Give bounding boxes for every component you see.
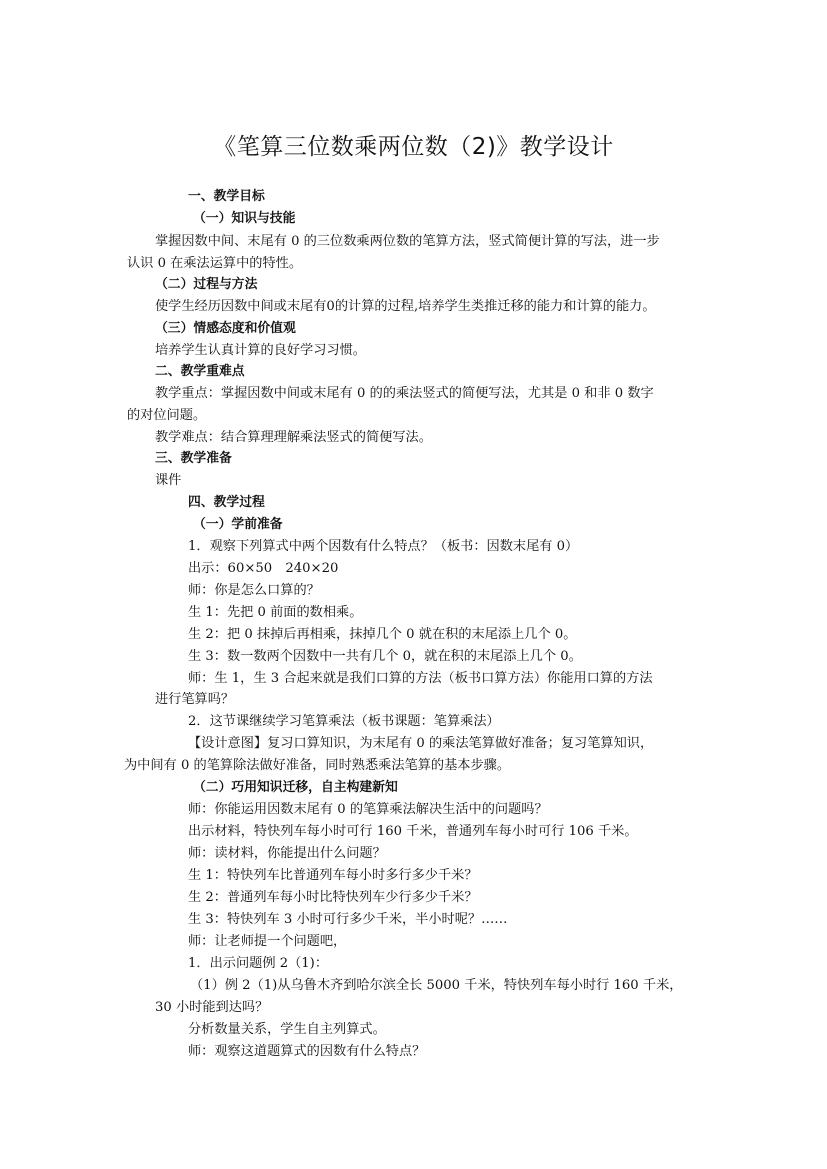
heading-preparation: 三、教学准备 <box>155 451 232 466</box>
paragraph-line: 使学生经历因数中间或末尾有0的计算的过程,培养学生类推迁移的能力和计算的能力。 <box>155 299 656 314</box>
paragraph-line: 师：你是怎么口算的？ <box>188 583 320 598</box>
subheading-knowledge: （一）知识与技能 <box>193 211 296 226</box>
paragraph-line: 培养学生认真计算的良好学习习惯。 <box>155 343 366 358</box>
paragraph-line: 2．这节课继续学习笔算乘法（板书课题：笔算乘法） <box>188 714 500 729</box>
paragraph-line: 教学难点：结合算理理解乘法竖式的简便写法。 <box>155 430 432 445</box>
heading-key-points: 二、教学重难点 <box>155 364 245 379</box>
heading-process: 四、教学过程 <box>188 495 265 510</box>
paragraph-line: 师：读材料，你能提出什么问题？ <box>188 846 386 861</box>
paragraph-line: 师：观察这道题算式的因数有什么特点？ <box>188 1044 426 1059</box>
paragraph-line: 出示材料，特快列车每小时可行 160 千米，普通列车每小时可行 106 千米。 <box>188 824 638 839</box>
subheading-knowledge-transfer: （二）巧用知识迁移，自主构建新知 <box>193 780 398 795</box>
paragraph-line: 的对位问题。 <box>127 408 207 423</box>
paragraph-line: 课件 <box>155 473 182 488</box>
design-intent-line: 为中间有 0 的笔算除法做好准备，同时熟悉乘法笔算的基本步骤。 <box>124 758 511 773</box>
paragraph-line: 1．观察下列算式中两个因数有什么特点？（板书：因数末尾有 0） <box>188 539 579 554</box>
paragraph-line: 掌握因数中间、末尾有 0 的三位数乘两位数的笔算方法，竖式简便计算的写法，进一步 <box>155 234 660 249</box>
paragraph-line: 师：你能运用因数末尾有 0 的笔算乘法解决生活中的问题吗？ <box>188 802 548 817</box>
paragraph-line: （1）例 2（1)从乌鲁木齐到哈尔滨全长 5000 千米，特快列车每小时行 160 千米， <box>190 978 683 993</box>
subheading-pre-study: （一）学前准备 <box>193 517 283 532</box>
paragraph-line: 出示：60×50 240×20 <box>188 561 339 576</box>
heading-objectives: 一、教学目标 <box>188 189 265 204</box>
paragraph-line: 1．出示问题例 2（1)： <box>188 956 329 971</box>
paragraph-line: 教学重点：掌握因数中间或末尾有 0 的的乘法竖式的简便写法，尤其是 0 和非 0 数字 <box>155 386 654 401</box>
paragraph-line: 生 1：先把 0 前面的数相乘。 <box>188 605 363 620</box>
paragraph-line: 师：让老师提一个问题吧， <box>188 934 347 949</box>
paragraph-line: 生 3：特快列车 3 小时可行多少千米，半小时呢？…… <box>188 912 508 927</box>
paragraph-line: 认识 0 在乘法运算中的特性。 <box>127 256 303 271</box>
paragraph-line: 30 小时能到达吗？ <box>155 1000 269 1015</box>
paragraph-line: 生 1：特快列车比普通列车每小时多行多少千米？ <box>188 868 478 883</box>
paragraph-line: 生 3：数一数两个因数中一共有几个 0，就在积的末尾添上几个 0。 <box>188 649 582 664</box>
paragraph-line: 生 2：普通列车每小时比特快列车少行多少千米？ <box>188 890 478 905</box>
subheading-process: （二）过程与方法 <box>155 277 258 292</box>
paragraph-line: 分析数量关系，学生自主列算式。 <box>188 1022 386 1037</box>
paragraph-line: 进行笔算吗？ <box>155 692 235 707</box>
subheading-attitude: （三）情感态度和价值观 <box>155 321 296 336</box>
document-title: 《笔算三位数乘两位数（2)》教学设计 <box>213 134 614 160</box>
design-intent-line: 【设计意图】复习口算知识，为末尾有 0 的乘法笔算做好准备；复习笔算知识， <box>188 736 654 751</box>
paragraph-line: 生 2：把 0 抹掉后再相乘，抹掉几个 0 就在积的末尾添上几个 0。 <box>188 627 577 642</box>
paragraph-line: 师：生 1，生 3 合起来就是我们口算的方法（板书口算方法）你能用口算的方法 <box>188 671 653 686</box>
